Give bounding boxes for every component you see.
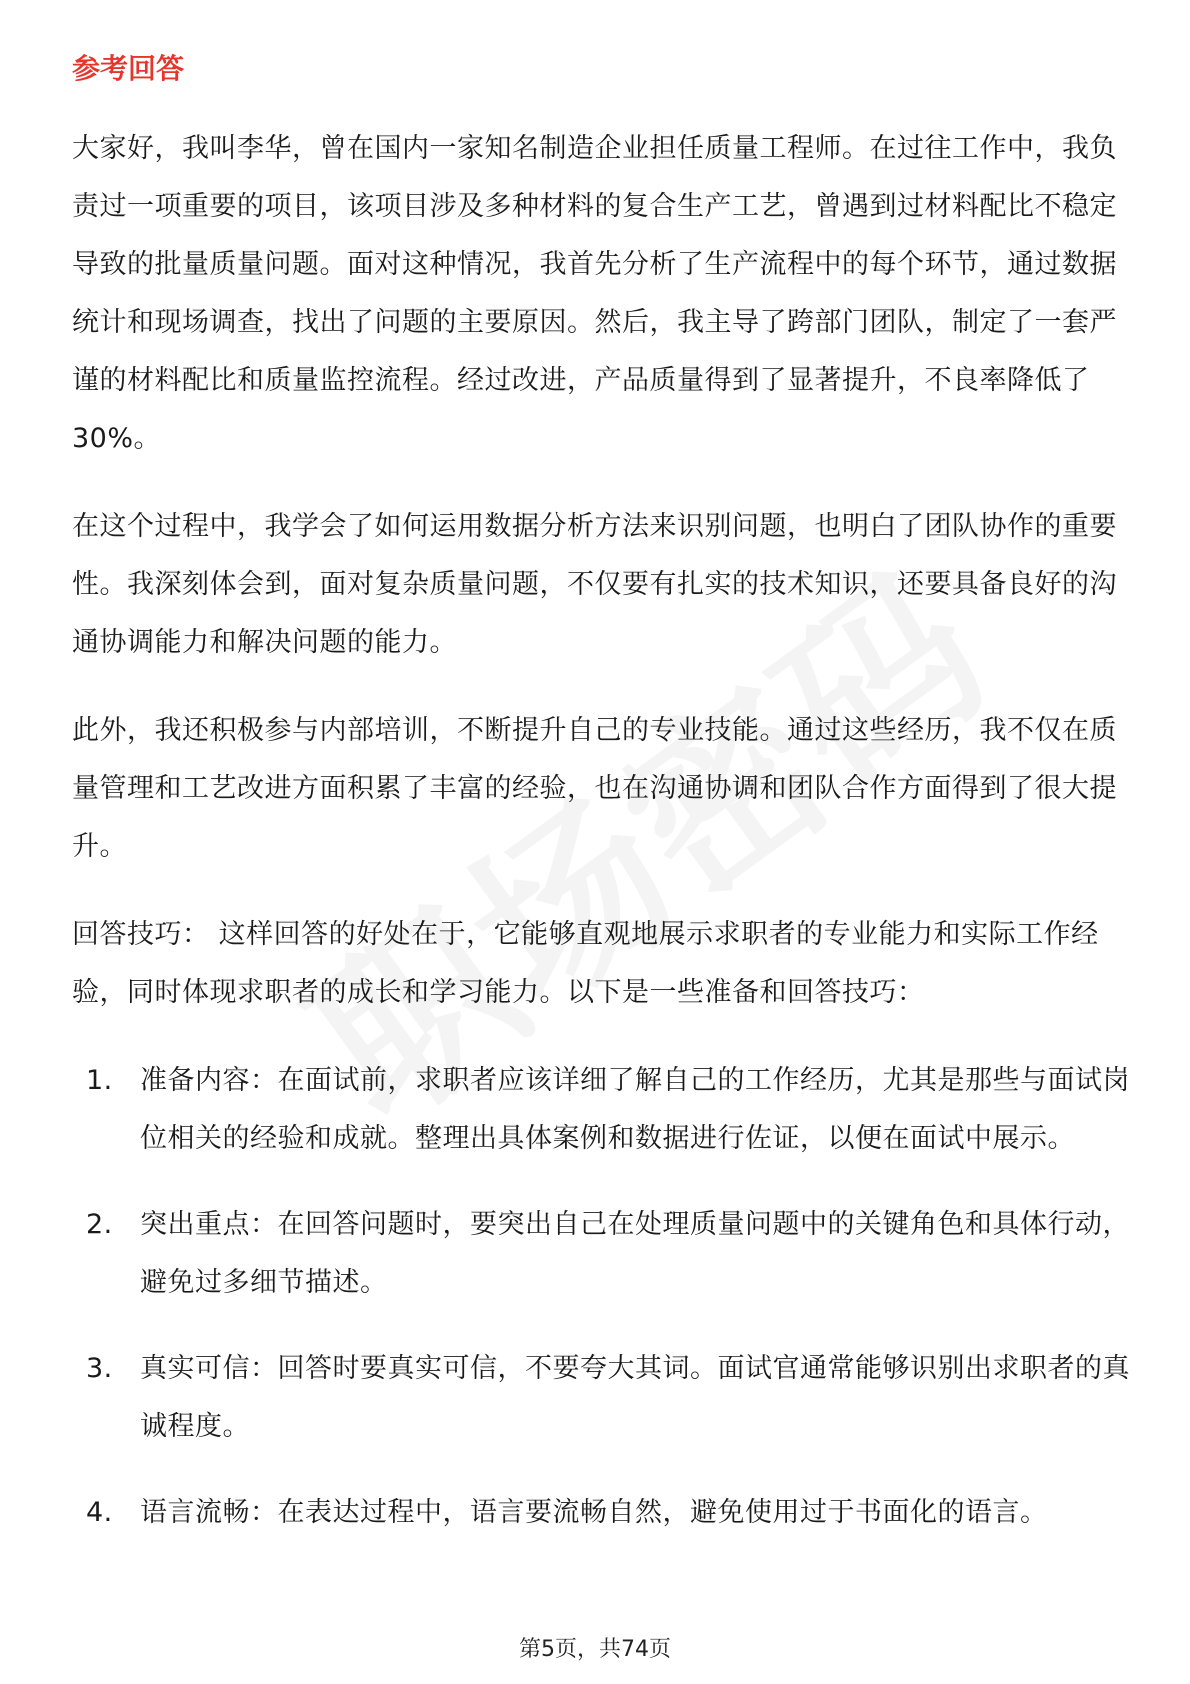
- paragraph-training: 此外，我还积极参与内部培训，不断提升自己的专业技能。通过这些经历，我不仅在质量管理和工艺改进方面积累了丰富的经验，也在沟通协调和团队合作方面得到了很大提升。: [72, 715, 1117, 862]
- list-item-text: 语言流畅：在表达过程中，语言要流畅自然，避免使用过于书面化的语言。: [140, 1497, 1048, 1528]
- paragraph-learning: 在这个过程中，我学会了如何运用数据分析方法来识别问题，也明白了团队协作的重要性。我深刻体会到，面对复杂质量问题，不仅要有扎实的技术知识，还要具备良好的沟通协调能力和解决问题的能力。: [72, 511, 1117, 658]
- list-item-text: 真实可信：回答时要真实可信，不要夸大其词。面试官通常能够识别出求职者的真诚程度。: [140, 1353, 1130, 1442]
- paragraph-tips-intro: 回答技巧： 这样回答的好处在于，它能够直观地展示求职者的专业能力和实际工作经验，同时体现求职者的成长和学习能力。以下是一些准备和回答技巧：: [72, 919, 1099, 1008]
- list-item-number: 2.: [86, 1209, 113, 1240]
- list-item: [86, 1340, 1132, 1456]
- list-item-number: 3.: [86, 1353, 113, 1384]
- list-item-text: 准备内容：在面试前，求职者应该详细了解自己的工作经历，尤其是那些与面试岗位相关的经验和成就。整理出具体案例和数据进行佐证，以便在面试中展示。: [140, 1065, 1130, 1154]
- page-number: 第5页，共74页: [519, 1637, 671, 1662]
- list-item: [86, 1484, 1132, 1542]
- tips-list: [72, 1052, 1132, 1542]
- document-page: [72, 48, 1132, 1570]
- list-item: [86, 1052, 1132, 1168]
- list-item-number: 1.: [86, 1065, 113, 1096]
- paragraph-intro: 大家好，我叫李华，曾在国内一家知名制造企业担任质量工程师。在过往工作中，我负责过一项重要的项目，该项目涉及多种材料的复合生产工艺，曾遇到过材料配比不稳定导致的批量质量问题。面对这种情况，我首先分析了生产流程中的每个环节，通过数据统计和现场调查，找出了问题的主要原因。然后，我主导了跨部门团队，制定了一套严谨的材料配比和质量监控流程。经过改进，产品质量得到了显著提升，不良率降低了30%。: [72, 133, 1117, 454]
- list-item-text: 突出重点：在回答问题时，要突出自己在处理质量问题中的关键角色和具体行动，避免过多细节描述。: [140, 1209, 1130, 1298]
- section-title: 参考回答: [72, 52, 185, 85]
- list-item: [86, 1196, 1132, 1312]
- list-item-number: 4.: [86, 1497, 113, 1528]
